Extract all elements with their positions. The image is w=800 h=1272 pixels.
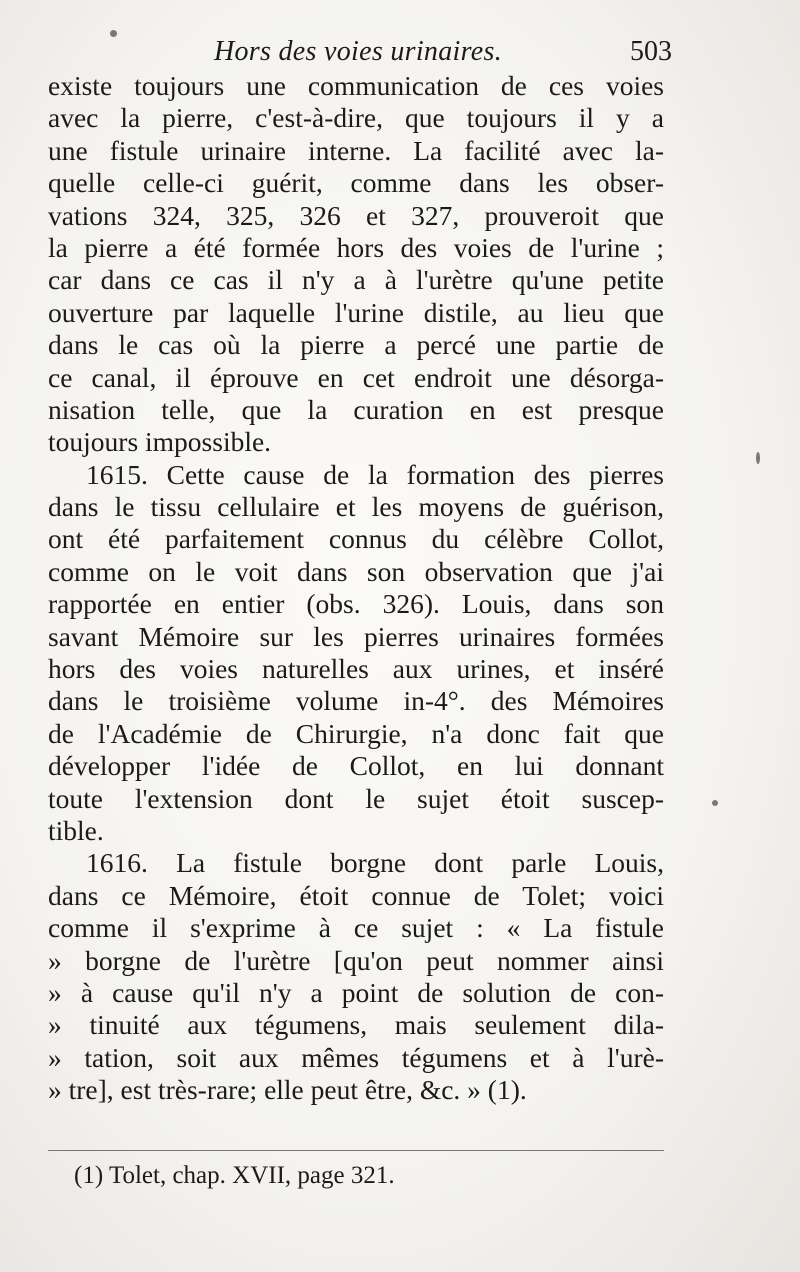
text-line: la pierre a été formée hors des voies de l'urine ; <box>48 231 664 263</box>
text-line: une fistule urinaire interne. La facilité avec la- <box>48 134 664 166</box>
text-line: dans le troisième volume in-4°. des Mémoires <box>48 685 664 717</box>
text-line: dans le tissu cellulaire et les moyens de guérison, <box>48 491 664 523</box>
text-line: développer l'idée de Collot, en lui donnant <box>48 750 664 782</box>
text-line: tible. <box>48 814 104 846</box>
text-line: » à cause qu'il n'y a point de solution de con- <box>48 976 664 1008</box>
text-line: dans ce Mémoire, étoit connue de Tolet; voici <box>48 879 664 911</box>
text-line: comme on le voit dans son observation que j'ai <box>48 555 664 587</box>
text-line: savant Mémoire sur les pierres urinaires formées <box>48 620 664 652</box>
text-line: dans le cas où la pierre a percé une partie de <box>48 329 664 361</box>
body-text <box>48 70 664 1107</box>
text-line: ouverture par laquelle l'urine distile, au lieu que <box>48 296 664 328</box>
running-title: Hors des voies urinaires. <box>213 36 502 67</box>
text-line: de l'Académie de Chirurgie, n'a donc fait que <box>48 717 664 749</box>
text-line: ont été parfaitement connus du célèbre Collot, <box>48 523 664 555</box>
paragraph-1616-start: 1616. La fistule borgne dont parle Louis, <box>86 847 664 879</box>
text-line: toute l'extension dont le sujet étoit suscep- <box>48 782 664 814</box>
ink-speck <box>712 800 718 806</box>
text-line: existe toujours une communication de ces voies <box>48 70 664 101</box>
text-line: vations 324, 325, 326 et 327, prouveroit que <box>48 199 664 231</box>
text-line: » tation, soit aux mêmes tégumens et à l'urè- <box>48 1041 664 1073</box>
text-line: » tre], est très-rare; elle peut être, &c. » (1). <box>48 1074 527 1106</box>
paragraph-1615-start: 1615. Cette cause de la formation des pierres <box>86 458 664 490</box>
text-line: car dans ce cas il n'y a à l'urètre qu'une petite <box>48 264 664 296</box>
footnote: (1) Tolet, chap. XVII, page 321. <box>74 1162 395 1189</box>
text-line: comme il s'exprime à ce sujet : « La fistule <box>48 912 664 944</box>
running-header <box>48 28 672 72</box>
page-number: 503 <box>630 36 672 67</box>
text-line: avec la pierre, c'est-à-dire, que toujours il y a <box>48 102 664 134</box>
text-line: rapportée en entier (obs. 326). Louis, dans son <box>48 588 664 620</box>
text-line: ce canal, il éprouve en cet endroit une désorga- <box>48 361 664 393</box>
footnote-divider <box>48 1150 664 1151</box>
text-line: toujours impossible. <box>48 426 272 458</box>
text-line: » tinuité aux tégumens, mais seulement dila- <box>48 1009 664 1041</box>
text-line: quelle celle-ci guérit, comme dans les obser- <box>48 167 664 199</box>
text-line: nisation telle, que la curation en est presque <box>48 393 664 425</box>
ink-speck <box>110 30 117 37</box>
text-line: hors des voies naturelles aux urines, et inséré <box>48 653 664 685</box>
ink-speck <box>756 452 760 464</box>
text-line: » borgne de l'urètre [qu'on peut nommer ainsi <box>48 944 664 976</box>
